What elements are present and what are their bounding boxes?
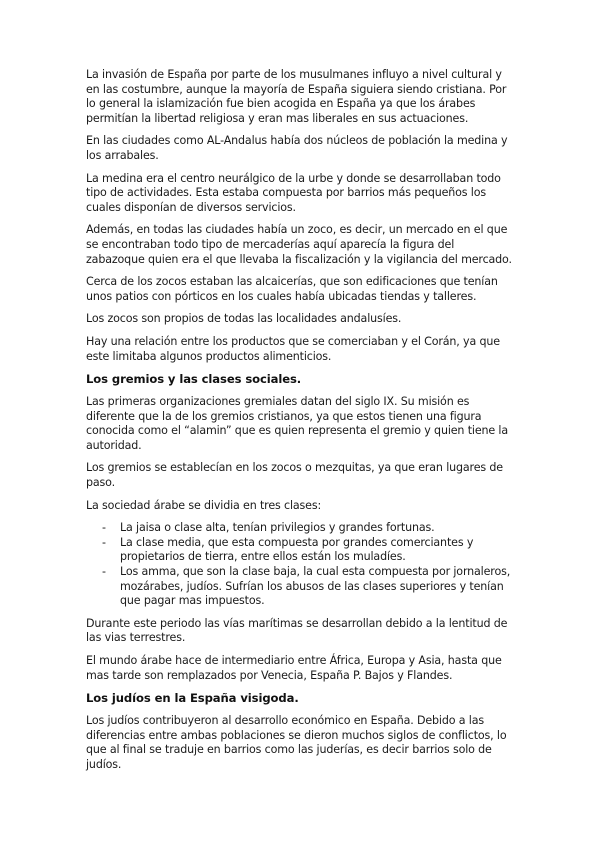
heading-judios: Los judíos en la España visigoda. <box>86 691 299 706</box>
paragraph-invasion: La invasión de España por parte de los musulmanes influyo a nivel cultural y en las costumbre, aunque la mayoría de España siguiera siendo cristiana. Por lo general la islamización fue bien acogida en España ya que los árabes permitían la libertad religiosa y eran mas liberales en sus actuaciones. <box>86 68 507 125</box>
heading-gremios: Los gremios y las clases sociales. <box>86 372 302 387</box>
document-body <box>86 68 514 781</box>
paragraph-intermediario: El mundo árabe hace de intermediario entre África, Europa y Asia, hasta que mas tarde son remplazados por Venecia, España P. Bajos y Flandes. <box>86 654 502 682</box>
paragraph-coran: Hay una relación entre los productos que se comerciaban y el Corán, ya que este limitaba algunos productos alimenticios. <box>86 334 500 363</box>
paragraph-nucleos: En las ciudades como AL-Andalus había dos núcleos de población la medina y los arrabales. <box>86 134 508 162</box>
list-item <box>86 565 514 609</box>
paragraph-alcaicerias: Cerca de los zocos estaban las alcaicerías, que son edificaciones que tenían unos patios con pórticos en los cuales había ubicadas tiendas y talleres. <box>86 275 498 303</box>
list-item-text: La jaisa o clase alta, tenían privilegios y grandes fortunas. <box>120 521 435 535</box>
list-dash: - <box>102 521 106 535</box>
paragraph-sociedad: La sociedad árabe se dividia en tres clases: <box>86 498 322 512</box>
social-classes-list <box>86 521 514 609</box>
paragraph-medina: La medina era el centro neurálgico de la urbe y donde se desarrollaban todo tipo de actividades. Esta estaba compuesta por barrios más pequeños los cuales disponían de diversos servicios. <box>86 171 501 214</box>
list-dash: - <box>102 565 106 579</box>
list-item-text: Los amma, que son la clase baja, la cual esta compuesta por jornaleros, mozárabes, judíos. Sufrían los abusos de las clases superiores y tenían que pagar mas impuestos. <box>120 565 511 608</box>
list-item <box>86 521 514 536</box>
list-item-text: La clase media, que esta compuesta por grandes comerciantes y propietarios de tierra, entre ellos están los muladíes. <box>120 535 474 564</box>
list-item <box>86 536 514 565</box>
paragraph-vias-maritimas: Durante este periodo las vías marítimas se desarrollan debido a la lentitud de las vias terrestres. <box>86 616 508 645</box>
paragraph-zoco: Además, en todas las ciudades había un zoco, es decir, un mercado en el que se encontraban todo tipo de mercaderías aquí aparecía la figura del zabazoque quien era el que llevaba la fiscalización y la vigilancia del mercado. <box>86 223 512 266</box>
paragraph-judios: Los judíos contribuyeron al desarrollo económico en España. Debido a las diferencias entre ambas poblaciones se dieron muchos siglos de conflictos, lo que al final se traduje en barrios como las juderías, es decir barrios solo de judíos. <box>86 714 507 771</box>
paragraph-gremios-zocos: Los gremios se establecían en los zocos o mezquitas, ya que eran lugares de paso. <box>86 461 503 490</box>
paragraph-zocos-andalusies: Los zocos son propios de todas las localidades andalusíes. <box>86 312 402 326</box>
list-dash: - <box>102 535 106 549</box>
paragraph-organizaciones: Las primeras organizaciones gremiales datan del siglo IX. Su misión es diferente que la de los gremios cristianos, ya que estos tienen una figura conocida como el “alamin” que es quien representa el gremio y quien tiene la autoridad. <box>86 395 509 452</box>
